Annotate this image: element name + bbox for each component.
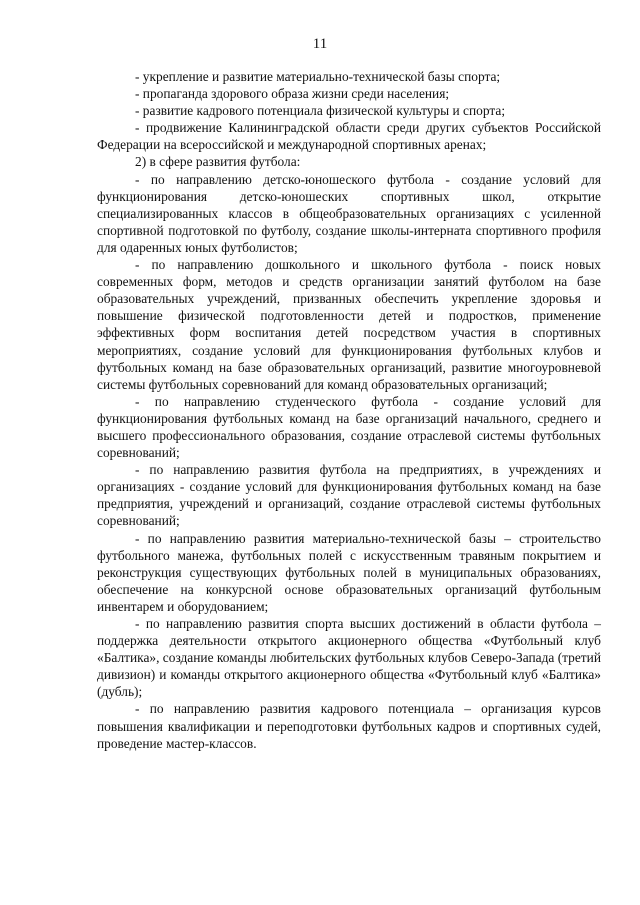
paragraph-7: - по направлению дошкольного и школьного футбола - поиск новых современных форм, методов и средств организации занятий футболом на базе образовательных учреждений, призванных обеспечить укрепление здоровья и повышение физической подготовленности детей и подростков, применение эффективных форм воспитания детей посредством участия в спортивных мероприятиях, создание условий для функционирования футбольных клубов и футбольных команд на базе образовательных организаций, развитие многоуровневой системы футбольных соревнований для команд образовательных организаций;	[97, 257, 601, 392]
paragraph-12: - по направлению развития кадрового потенциала – организация курсов повышения квалификации и переподготовки футбольных кадров и спортивных судей, проведение мастер-классов.	[97, 701, 601, 751]
paragraph-5: 2) в сфере развития футбола:	[135, 154, 301, 170]
paragraph-10: - по направлению развития материально-технической базы – строительство футбольного манежа, футбольных полей с искусственным травяным покрытием и реконструкция существующих футбольных полей в муниципальных образованиях, обеспечение на конкурсной основе образовательных организаций футбольным инвентарем и оборудованием;	[97, 530, 601, 614]
document-body	[97, 68, 601, 752]
paragraph-4: - продвижение Калининградской области среди других субъектов Российской Федерации на всероссийской и международной спортивных аренах;	[97, 120, 601, 153]
paragraph-9: - по направлению развития футбола на предприятиях, в учреждениях и организациях - создание условий для функционирования футбольных команд на базе предприятия, учреждений и организаций, создание отраслевой системы футбольных соревнований;	[97, 462, 601, 529]
paragraph-2: - пропаганда здорового образа жизни среди населения;	[135, 86, 450, 102]
paragraph-3: - развитие кадрового потенциала физической культуры и спорта;	[135, 103, 506, 119]
paragraph-1: - укрепление и развитие материально-технической базы спорта;	[135, 69, 501, 84]
paragraph-8: - по направлению студенческого футбола - создание условий для функционирования футбольных команд на базе организаций начального, среднего и высшего профессионального образования, создание отраслевой системы футбольных соревнований;	[97, 393, 601, 461]
paragraph-11: - по направлению развития спорта высших достижений в области футбола – поддержка деятельности открытого акционерного общества «Футбольный клуб «Балтика», создание команды любительских футбольных клубов Северо-Запада (третий дивизион) и команды открытого акционерного общества «Футбольный клуб «Балтика» (дубль);	[97, 616, 601, 700]
paragraph-6: - по направлению детско-юношеского футбола - создание условий для функционирования детско-юношеских спортивных школ, открытие специализированных классов в общеобразовательных организациях с усиленной спортивной подготовкой по футболу, создание школы-интерната спортивного профиля для одаренных юных футболистов;	[97, 171, 601, 255]
page-number: 11	[312, 36, 328, 52]
